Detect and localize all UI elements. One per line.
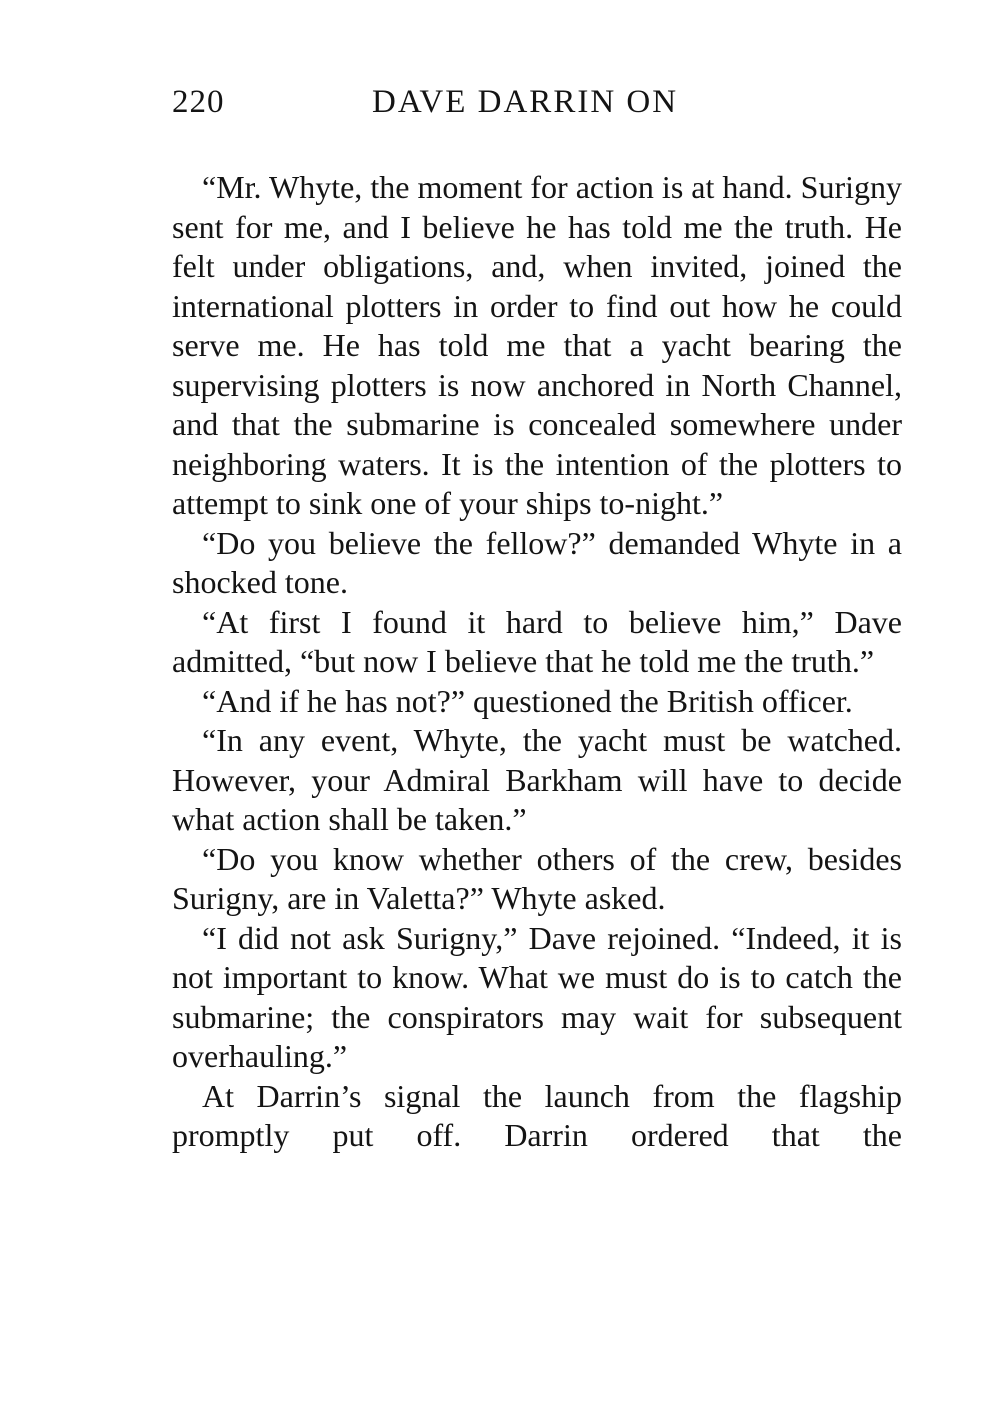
- paragraph-4: “And if he has not?” questioned the British officer.: [202, 682, 853, 719]
- paragraph-8: At Darrin’s signal the launch from the flagship promptly put off. Darrin ordered that the: [172, 1077, 902, 1153]
- paragraph-1: “Mr. Whyte, the moment for action is at hand. Surigny sent for me, and I believe he has told me the truth. He felt under obligations, and, when invited, joined the international plotters in order to find out how he could serve me. He has told me that a yacht bearing the supervising plotters is now anchored in North Channel, and that the submarine is concealed somewhere under neighboring waters. It is the intention of the plotters to attempt to sink one of your ships to-night.”: [172, 169, 902, 521]
- paragraph-2: “Do you believe the fellow?” demanded Whyte in a shocked tone.: [172, 524, 902, 600]
- body-text: [172, 168, 902, 1156]
- paragraph-3: “At first I found it hard to believe him,” Dave admitted, “but now I believe that he told me the truth.”: [172, 603, 902, 679]
- running-title: DAVE DARRIN ON: [372, 84, 679, 120]
- paragraph-7: “I did not ask Surigny,” Dave rejoined. “Indeed, it is not important to know. What we must do is to catch the submarine; the conspirators may wait for subsequent overhauling.”: [172, 919, 902, 1074]
- page-number: 220: [172, 84, 225, 120]
- paragraph-6: “Do you know whether others of the crew, besides Surigny, are in Valetta?” Whyte asked.: [172, 840, 902, 916]
- page-header: [172, 84, 902, 128]
- paragraph-5: “In any event, Whyte, the yacht must be watched. However, your Admiral Barkham will have to decide what action shall be taken.”: [172, 722, 902, 837]
